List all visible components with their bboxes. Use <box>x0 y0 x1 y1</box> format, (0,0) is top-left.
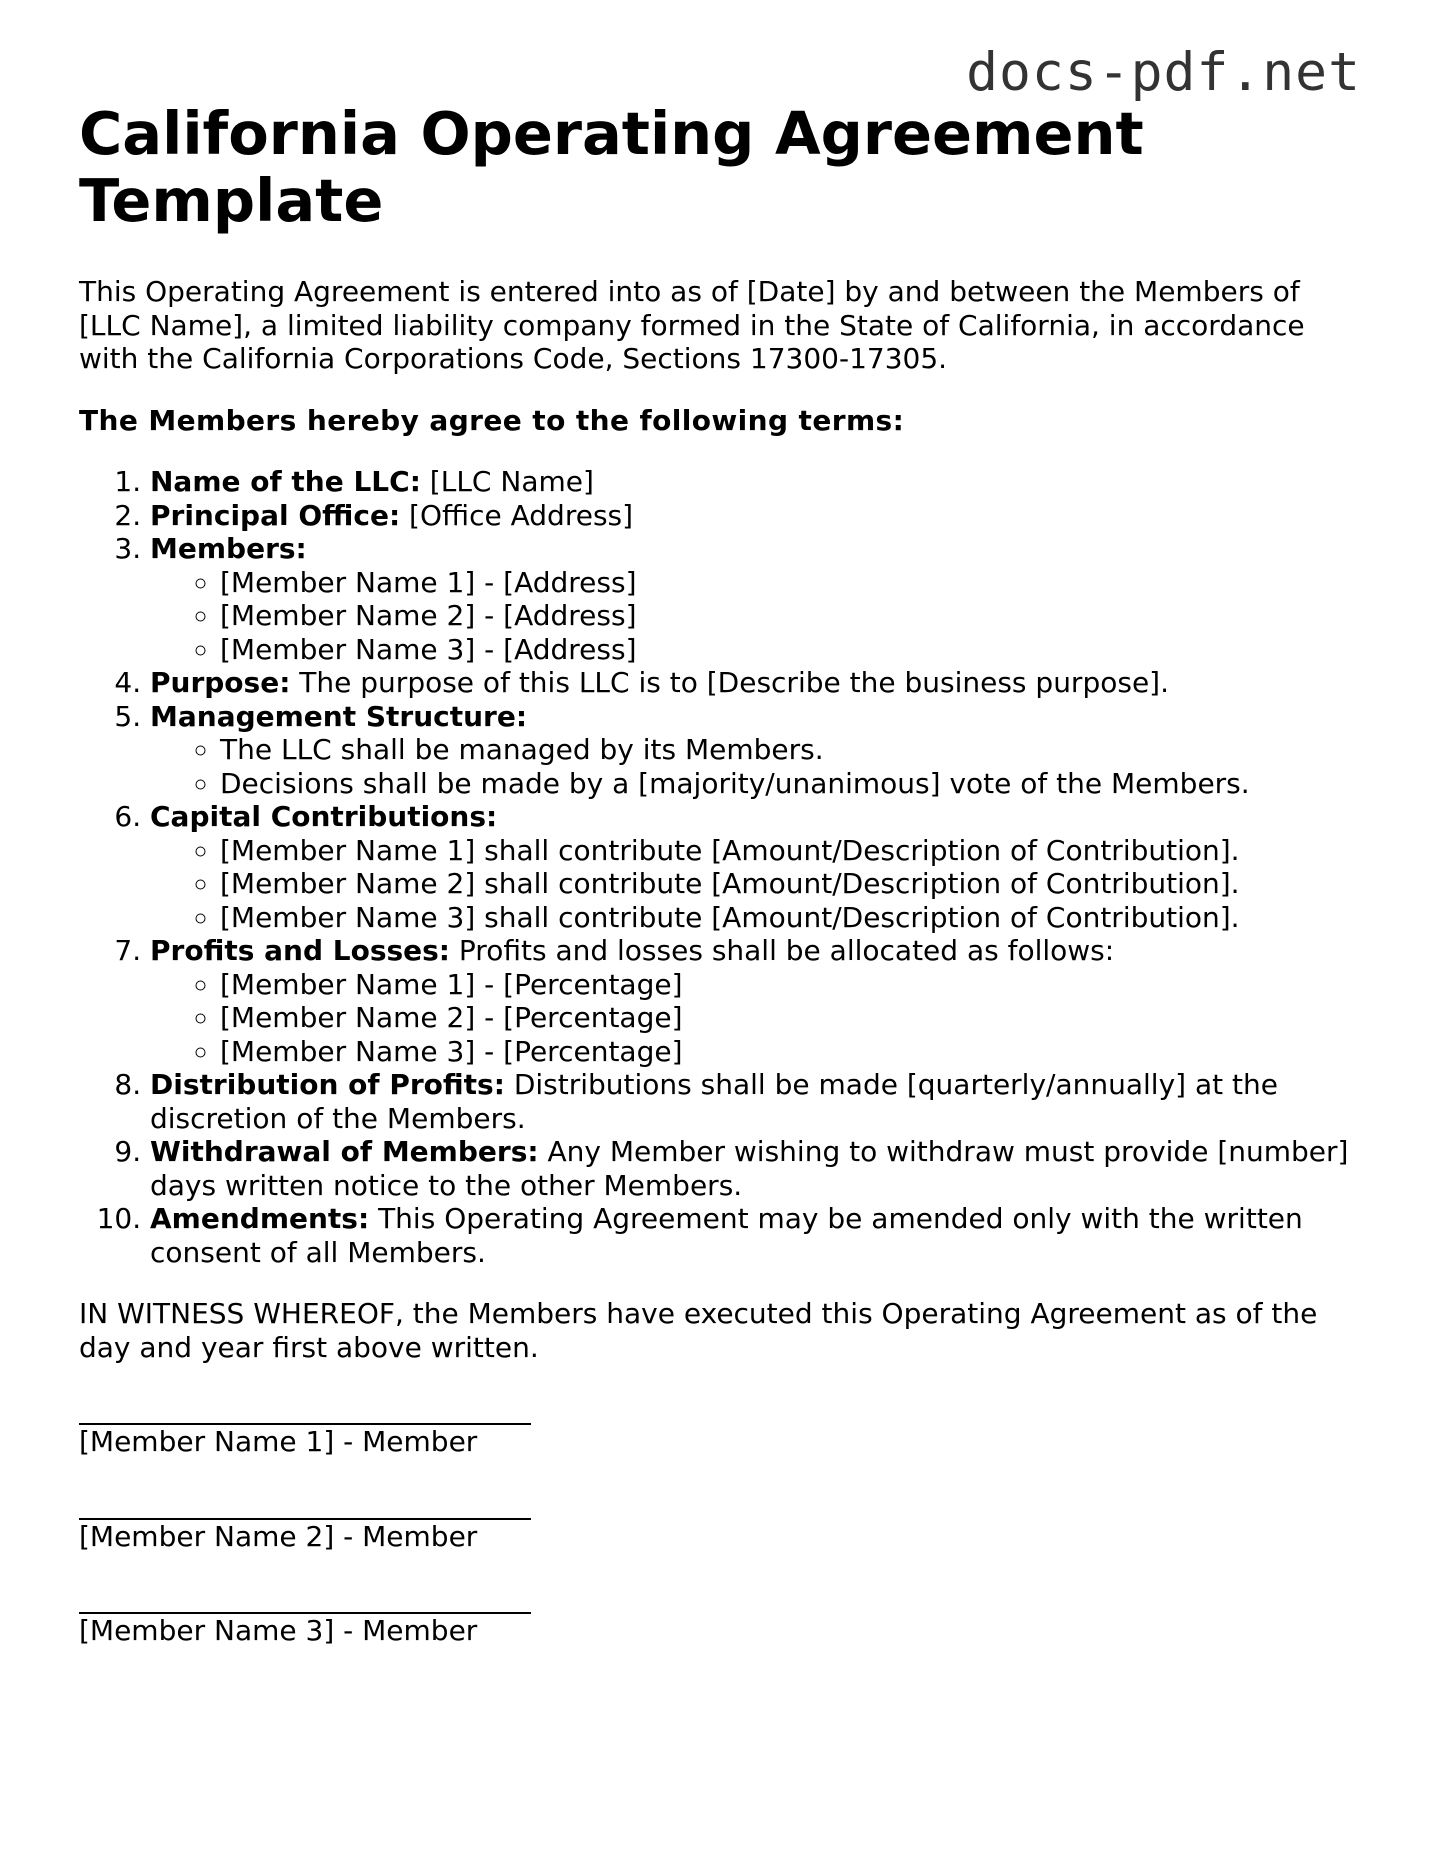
terms-heading: The Members hereby agree to the following terms: <box>79 403 905 437</box>
signature-block <box>79 1392 1369 1459</box>
term-label: Capital Contributions: <box>150 800 498 833</box>
term-label: Name of the LLC: <box>150 465 421 498</box>
term-label: Profits and Losses: <box>150 934 451 967</box>
term-label: Withdrawal of Members: <box>150 1135 539 1168</box>
term-text: Profits and losses shall be allocated as follows: <box>450 934 1115 967</box>
signature-name: [Member Name 2] - Member <box>79 1519 478 1553</box>
term-text: [LLC Name] <box>420 465 594 498</box>
sub-item: ◦ [Member Name 2] shall contribute [Amount/Description of Contribution]. <box>220 867 1369 901</box>
signature-line <box>79 1581 531 1614</box>
sub-item: ◦ [Member Name 3] - [Percentage] <box>220 1035 1369 1069</box>
sub-item: ◦ [Member Name 3] shall contribute [Amount/Description of Contribution]. <box>220 901 1369 935</box>
sub-item: ◦ [Member Name 2] - [Percentage] <box>220 1001 1369 1035</box>
signature-line <box>79 1392 531 1425</box>
term-item <box>150 1068 1369 1135</box>
terms-list <box>79 465 1369 1269</box>
sub-item: ◦ The LLC shall be managed by its Members. <box>220 733 1369 767</box>
term-item <box>150 1135 1369 1202</box>
term-item <box>150 700 1369 801</box>
term-label: Purpose: <box>150 666 291 699</box>
term-item <box>150 666 1369 700</box>
term-item <box>150 800 1369 934</box>
term-item <box>150 934 1369 1068</box>
sub-list <box>150 566 1369 667</box>
page-title: California Operating Agreement Template <box>79 99 1144 235</box>
intro-paragraph: This Operating Agreement is entered into as of [Date] by and between the Members of [LLC Name], a limited liability company formed in the State of California, in accordance with the California Corporations Code, Sections 17300-17305. <box>79 275 1305 375</box>
sub-item: ◦ [Member Name 3] - [Address] <box>220 633 1369 667</box>
signature-block <box>79 1581 1369 1648</box>
term-text: The purpose of this LLC is to [Describe the business purpose]. <box>290 666 1169 699</box>
signature-name: [Member Name 3] - Member <box>79 1614 478 1647</box>
sub-list <box>150 834 1369 935</box>
term-label: Amendments: <box>150 1202 370 1235</box>
term-text: Any Member wishing to withdraw must provide [number] days written notice to the other Members. <box>150 1135 1349 1202</box>
term-label: Members: <box>150 532 307 565</box>
sub-item: ◦ [Member Name 1] - [Percentage] <box>220 968 1369 1002</box>
sub-item: ◦ [Member Name 2] - [Address] <box>220 599 1369 633</box>
term-item <box>150 499 1369 533</box>
term-text: Distributions shall be made [quarterly/annually] at the discretion of the Members. <box>150 1068 1278 1135</box>
signature-line <box>79 1487 531 1520</box>
term-label: Principal Office: <box>150 498 401 532</box>
sub-item: ◦ Decisions shall be made by a [majority/unanimous] vote of the Members. <box>220 767 1369 801</box>
term-text: This Operating Agreement may be amended only with the written consent of all Members. <box>150 1202 1303 1269</box>
signature-name: [Member Name 1] - Member <box>79 1425 478 1458</box>
document-page <box>79 100 1369 1676</box>
term-label: Distribution of Profits: <box>150 1068 505 1101</box>
term-label: Management Structure: <box>150 699 528 733</box>
sub-list <box>150 968 1369 1069</box>
witness-paragraph: IN WITNESS WHEREOF, the Members have executed this Operating Agreement as of the day and year first above written. <box>79 1297 1318 1364</box>
signature-block <box>79 1487 1369 1554</box>
term-item <box>150 1202 1369 1269</box>
sub-list <box>150 733 1369 800</box>
term-item <box>150 465 1369 499</box>
term-item <box>150 532 1369 666</box>
term-text: [Office Address] <box>400 498 634 532</box>
sub-item: ◦ [Member Name 1] shall contribute [Amount/Description of Contribution]. <box>220 834 1369 868</box>
signature-section <box>79 1392 1369 1648</box>
watermark: docs-pdf.net <box>966 42 1361 103</box>
sub-item: ◦ [Member Name 1] - [Address] <box>220 566 1369 600</box>
